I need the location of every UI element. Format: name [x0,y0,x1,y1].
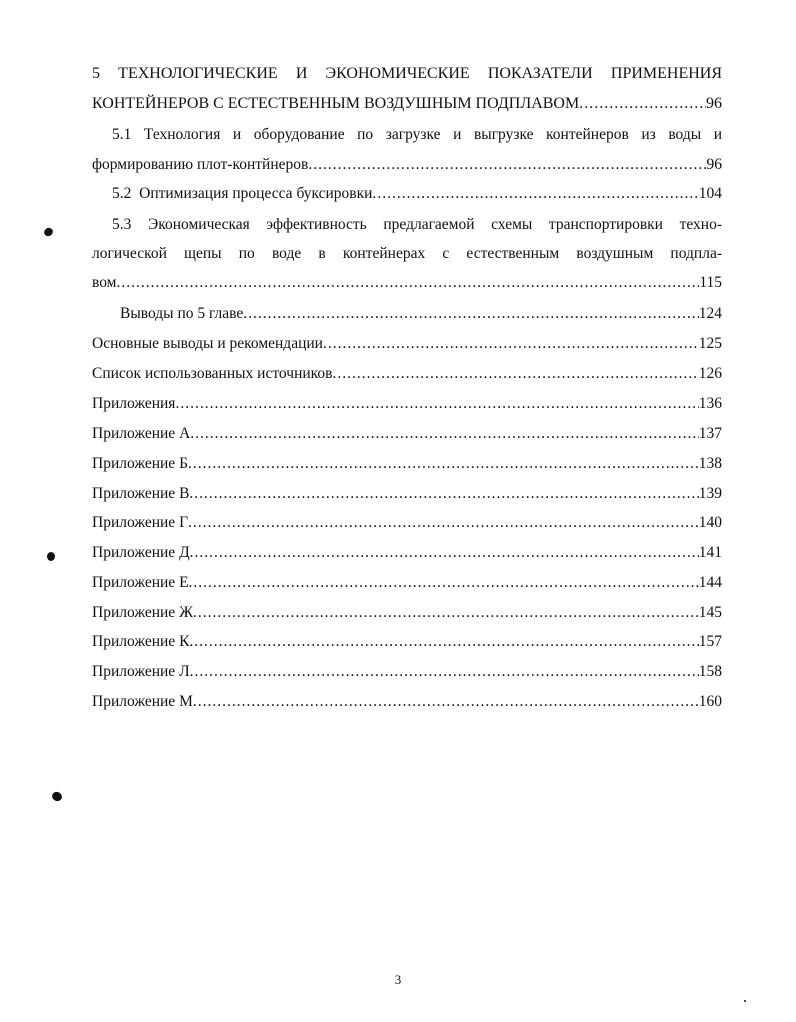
chapter5-page: 96 [706,95,722,112]
toc-entry-page: 157 [698,633,722,650]
toc-entry-label: Список использованных источников [92,365,333,382]
toc-entry-appendix-g [92,513,722,533]
leader-dots [190,424,698,444]
scan-speck [47,552,55,561]
section-5-2-label: 5.2 Оптимизация процесса буксировки [112,185,373,202]
section-5-3-line3 [92,273,722,293]
toc-entry-page: 138 [698,455,722,472]
section-5-2 [112,184,722,204]
leader-dots [188,513,699,533]
toc-entry-appendix-d [92,543,722,563]
toc-entry-page: 124 [698,305,722,322]
toc-entry-label: Приложение Б [92,455,188,472]
toc-entry-page: 140 [698,514,722,531]
toc-entry-label: Приложение Г [92,514,189,531]
section-5-2-page: 104 [698,185,722,202]
toc-entry-label: Выводы по 5 главе [120,305,244,322]
toc-entry-label: Приложение Л [92,663,190,680]
chapter5-title-label: КОНТЕЙНЕРОВ С ЕСТЕСТВЕННЫМ ВОЗДУШНЫМ ПОДПЛАВОМ [92,95,580,112]
toc-entry-appendix-b [92,454,722,474]
leader-dots [189,573,699,593]
leader-dots [188,454,699,474]
toc-entry-label: Приложение В [92,485,190,502]
leader-dots [116,273,699,293]
toc-entry-appendix-a [92,424,722,444]
leader-dots [308,155,706,175]
toc-entry-appendix-v [92,484,722,504]
toc-entry-appendix-m [92,692,722,712]
toc-entry-page: 160 [698,693,722,710]
page-number: 3 [394,972,402,987]
leader-dots [372,184,698,204]
section-5-1-page: 96 [706,156,722,173]
toc-entry-appendix-l [92,662,722,682]
toc-entry-page: 144 [698,574,722,591]
section-5-3-label: вом [92,274,117,291]
toc-entry-page: 158 [698,663,722,680]
chapter5-title-line1: 5 ТЕХНОЛОГИЧЕСКИЕ И ЭКОНОМИЧЕСКИЕ ПОКАЗАТЕЛИ ПРИМЕНЕНИЯ [92,65,722,82]
section-5-1-line1: 5.1 Технология и оборудование по загрузке и выгрузке контейнеров из воды и [112,126,722,143]
toc-entry-label: Приложение Ж [92,604,193,621]
leader-dots [323,334,699,354]
toc-entry-label: Основные выводы и рекомендации [92,335,323,352]
toc-entry-appendix-zh [92,603,722,623]
toc-entry-page: 136 [698,395,722,412]
toc-entry-conclusions-ch5 [120,304,722,324]
leader-dots [243,304,698,324]
toc-entry-label: Приложение К [92,633,190,650]
leader-dots [193,603,699,623]
leader-dots [189,484,698,504]
toc-entry-label: Приложение Е [92,574,189,591]
section-5-3-line2: логической щепы по воде в контейнерах с естественным воздушным подпла- [92,245,722,262]
leader-dots [193,692,699,712]
toc-entry-references [92,364,722,384]
scan-speck [744,1000,746,1002]
leader-dots [175,394,698,414]
leader-dots [189,632,698,652]
toc-entry-label: Приложение Д [92,544,190,561]
toc-entry-page: 141 [698,544,722,561]
toc-entry-label: Приложение А [92,425,191,442]
toc-entry-appendices [92,394,722,414]
chapter5-title-line2 [92,94,722,114]
section-5-1-label: формированию плот-контйнеров [92,156,309,173]
section-5-1-line2 [92,155,722,175]
leader-dots [190,662,699,682]
scan-speck [51,791,63,803]
toc-entry-appendix-k [92,632,722,652]
section-5-3-page: 115 [699,274,722,291]
section-5-3-line1: 5.3 Экономическая эффективность предлагаемой схемы транспортировки техно- [112,216,722,233]
toc-entry-page: 125 [698,335,722,352]
leader-dots [579,94,706,114]
toc-entry-page: 137 [698,425,722,442]
toc-entry-page: 145 [698,604,722,621]
scan-speck [43,226,55,237]
leader-dots [190,543,699,563]
toc-entry-appendix-e [92,573,722,593]
toc-entry-main-conclusions [92,334,722,354]
toc-entry-label: Приложения [92,395,176,412]
toc-entry-label: Приложение М [92,693,193,710]
toc-entry-page: 139 [698,485,722,502]
leader-dots [332,364,698,384]
toc-entry-page: 126 [698,365,722,382]
